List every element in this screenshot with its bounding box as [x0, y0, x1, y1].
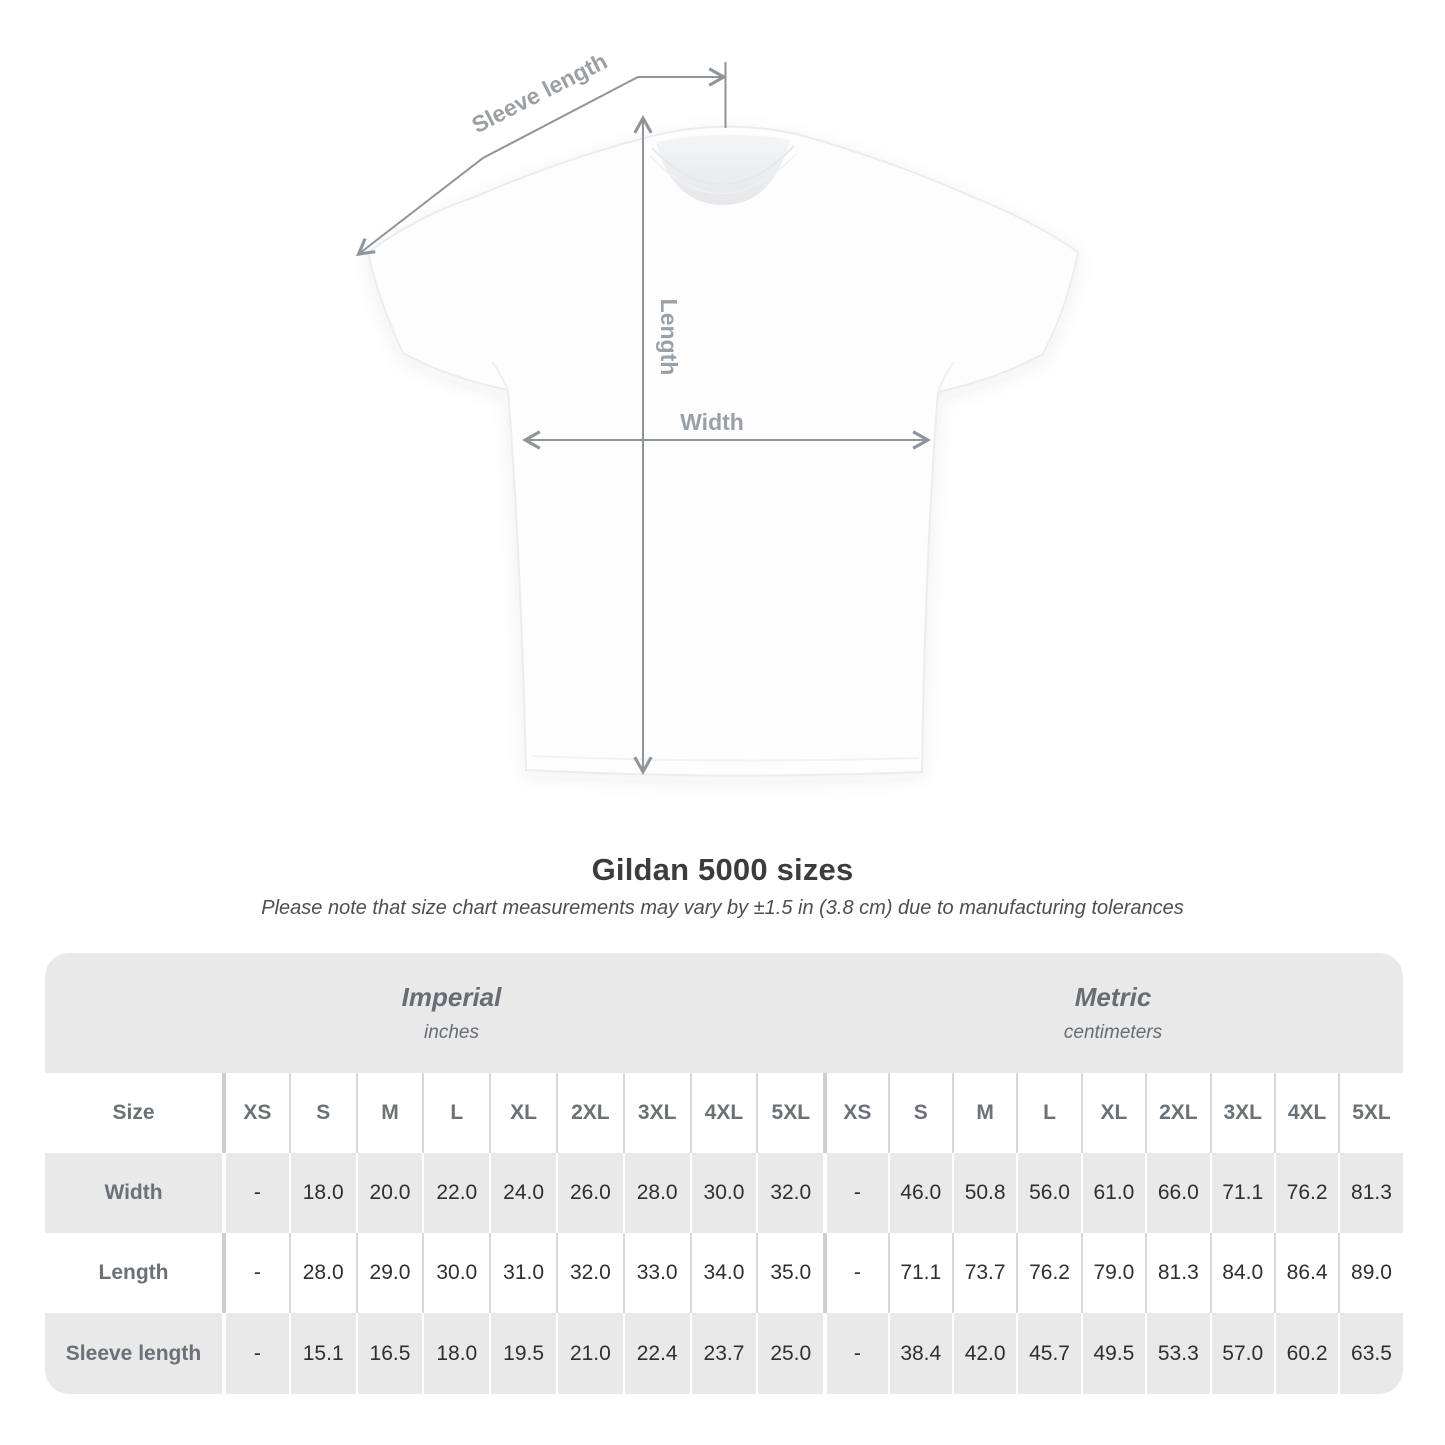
table-cell: 53.3 [1145, 1313, 1209, 1394]
table-cell: 25.0 [756, 1313, 823, 1394]
imperial-unit-label: inches [424, 1022, 479, 1043]
page-subtitle: Please note that size chart measurements may vary by ±1.5 in (3.8 cm) due to manufacturing tolerances [261, 897, 1184, 919]
table-cell: 21.0 [556, 1313, 623, 1394]
table-cell: - [823, 1153, 887, 1233]
sleeve-length-row [45, 1313, 1403, 1394]
table-cell: 76.2 [1016, 1233, 1080, 1313]
table-cell: 24.0 [489, 1153, 556, 1233]
col-header-2xl-metric: 2XL [1145, 1073, 1209, 1153]
table-cell: - [823, 1233, 887, 1313]
table-cell: 32.0 [756, 1153, 823, 1233]
table-cell: 71.1 [888, 1233, 952, 1313]
table-cell: 16.5 [356, 1313, 423, 1394]
table-cell: 15.1 [289, 1313, 356, 1394]
col-header-3xl-metric: 3XL [1210, 1073, 1274, 1153]
col-header-l-imperial: L [422, 1073, 489, 1153]
table-cell: 89.0 [1338, 1233, 1402, 1313]
page-title: Gildan 5000 sizes [591, 852, 854, 887]
table-cell: 63.5 [1338, 1313, 1402, 1394]
table-cell: 35.0 [756, 1233, 823, 1313]
col-header-xs-metric: XS [823, 1073, 887, 1153]
size-header-row [45, 1073, 1403, 1153]
size-table [45, 953, 1403, 1394]
col-header-m-metric: M [952, 1073, 1016, 1153]
col-header-4xl-imperial: 4XL [690, 1073, 757, 1153]
col-header-5xl-imperial: 5XL [756, 1073, 823, 1153]
table-cell: 56.0 [1016, 1153, 1080, 1233]
table-cell: 86.4 [1274, 1233, 1338, 1313]
col-header-s-metric: S [888, 1073, 952, 1153]
table-cell: 33.0 [623, 1233, 690, 1313]
col-header-3xl-imperial: 3XL [623, 1073, 690, 1153]
table-cell: - [222, 1153, 289, 1233]
table-cell: 38.4 [888, 1313, 952, 1394]
col-header-m-imperial: M [356, 1073, 423, 1153]
col-header-xl-metric: XL [1081, 1073, 1145, 1153]
unit-header-row [45, 953, 1403, 1073]
unit-header-metric [823, 953, 1403, 1073]
imperial-label: Imperial [401, 982, 502, 1012]
table-cell: 81.3 [1145, 1233, 1209, 1313]
row-label: Width [104, 1181, 163, 1204]
table-cell: 30.0 [690, 1153, 757, 1233]
width-label: Width [680, 409, 744, 435]
table-cell: 81.3 [1338, 1153, 1402, 1233]
table-cell: 84.0 [1210, 1233, 1274, 1313]
col-header-l-metric: L [1016, 1073, 1080, 1153]
unit-header-imperial [45, 953, 823, 1073]
table-corner-size-label: Size [112, 1101, 155, 1124]
table-cell: 29.0 [356, 1233, 423, 1313]
table-cell: 19.5 [489, 1313, 556, 1394]
table-cell: - [823, 1313, 887, 1394]
row-label: Sleeve length [65, 1341, 202, 1365]
table-cell: 26.0 [556, 1153, 623, 1233]
table-cell: 71.1 [1210, 1153, 1274, 1233]
table-cell: 57.0 [1210, 1313, 1274, 1394]
tshirt-graphic [368, 127, 1078, 776]
col-header-xl-imperial: XL [489, 1073, 556, 1153]
col-header-4xl-metric: 4XL [1274, 1073, 1338, 1153]
table-cell: 50.8 [952, 1153, 1016, 1233]
table-cell: - [222, 1233, 289, 1313]
table-cell: - [222, 1313, 289, 1394]
col-header-xs-imperial: XS [222, 1073, 289, 1153]
table-cell: 31.0 [489, 1233, 556, 1313]
table-cell: 60.2 [1274, 1313, 1338, 1394]
table-cell: 45.7 [1016, 1313, 1080, 1394]
table-cell: 22.4 [623, 1313, 690, 1394]
table-cell: 28.0 [289, 1233, 356, 1313]
sleeve-length-label: Sleeve length [467, 47, 612, 139]
table-cell: 32.0 [556, 1233, 623, 1313]
table-cell: 49.5 [1081, 1313, 1145, 1394]
col-header-s-imperial: S [289, 1073, 356, 1153]
table-cell: 61.0 [1081, 1153, 1145, 1233]
table-cell: 18.0 [422, 1313, 489, 1394]
table-cell: 73.7 [952, 1233, 1016, 1313]
table-cell: 22.0 [422, 1153, 489, 1233]
length-label: Length [656, 298, 682, 376]
metric-unit-label: centimeters [1063, 1022, 1163, 1043]
table-cell: 66.0 [1145, 1153, 1209, 1233]
length-row [45, 1233, 1403, 1313]
table-cell: 28.0 [623, 1153, 690, 1233]
table-cell: 46.0 [888, 1153, 952, 1233]
table-cell: 34.0 [690, 1233, 757, 1313]
table-cell: 18.0 [289, 1153, 356, 1233]
table-cell: 42.0 [952, 1313, 1016, 1394]
table-cell: 76.2 [1274, 1153, 1338, 1233]
metric-label: Metric [1074, 982, 1152, 1012]
table-cell: 23.7 [690, 1313, 757, 1394]
width-row [45, 1153, 1403, 1233]
table-cell: 79.0 [1081, 1233, 1145, 1313]
table-cell: 20.0 [356, 1153, 423, 1233]
col-header-5xl-metric: 5XL [1338, 1073, 1402, 1153]
row-label: Length [98, 1261, 169, 1284]
col-header-2xl-imperial: 2XL [556, 1073, 623, 1153]
table-cell: 30.0 [422, 1233, 489, 1313]
